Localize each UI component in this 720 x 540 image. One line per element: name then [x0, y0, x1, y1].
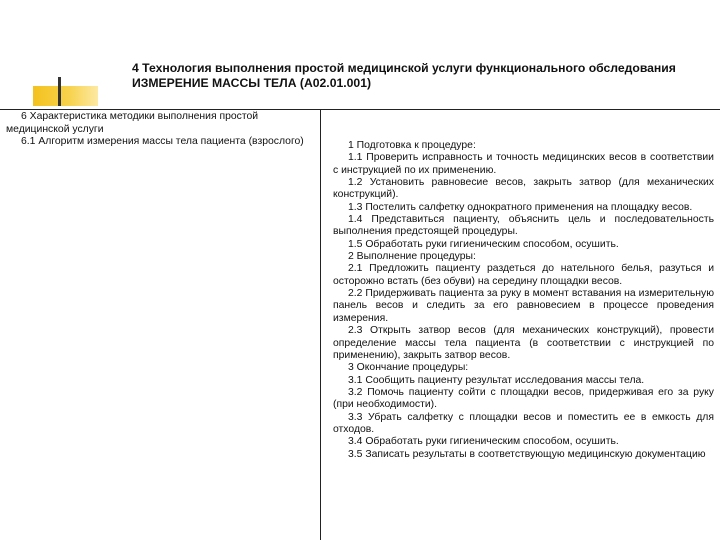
step-text: 1.5 Обработать руки гигиеническим способом, осушить.	[348, 238, 619, 250]
step-text: 3.3 Убрать салфетку с площадки весов и поместить ее в емкость для отходов.	[333, 411, 714, 435]
step-text: 1.3 Постелить салфетку однократного применения на площадку весов.	[348, 201, 693, 213]
step-text: 3.2 Помочь пациенту сойти с площадки весов, придерживая его за руку (при необходимости).	[333, 386, 714, 411]
step-text: 2.1 Предложить пациенту раздеться до нательного белья, разуться и осторожно встать (без обуви) на середину площадки весов.	[333, 263, 714, 287]
algorithm-steps	[333, 140, 714, 461]
step-text: 2.3 Открыть затвор весов (для механических конструкций), провести определение массы тела пациента (в соответствии с инструкцией по применению), закрыть затвор весов.	[333, 325, 714, 361]
step-text: 3.4 Обработать руки гигиеническим способом, осушить.	[348, 436, 619, 448]
section-6-text: 6 Характеристика методики выполнения простой медицинской услуги	[6, 111, 259, 135]
step-text: 2 Выполнение процедуры:	[348, 251, 476, 263]
step-text: 1.2 Установить равновесие весов, закрыть затвор (для механических конструкций).	[333, 177, 714, 201]
step-text: 1 Подготовка к процедуре:	[348, 140, 476, 151]
accent-stroke	[58, 77, 61, 106]
step-text: 2.2 Придерживать пациента за руку в момент вставания на измерительную панель весов и следить за его равновесием в процессе проведения измерения.	[333, 288, 714, 324]
accent-bar	[33, 86, 98, 106]
step-text: 3.5 Записать результаты в соответствующую медицинскую документацию	[348, 448, 706, 460]
step-text: 1.4 Представиться пациенту, объяснить цель и последовательность выполнения предстоящей процедуры.	[333, 214, 714, 238]
step-text: 3.1 Сообщить пациенту результат исследования массы тела.	[348, 374, 645, 386]
document-title: 4 Технология выполнения простой медицинской услуги функционального обследования ИЗМЕРЕНИЕ МАССЫ ТЕЛА (А02.01.001)	[132, 61, 676, 90]
table-top-border	[0, 109, 720, 110]
section-6-1-text: 6.1 Алгоритм измерения массы тела пациента (взрослого)	[21, 136, 304, 148]
left-column	[6, 111, 314, 149]
step-text: 1.1 Проверить исправность и точность медицинских весов в соответствии с инструкцией по их применению.	[333, 152, 714, 176]
step-text: 3 Окончание процедуры:	[348, 362, 469, 374]
column-divider	[320, 109, 321, 540]
